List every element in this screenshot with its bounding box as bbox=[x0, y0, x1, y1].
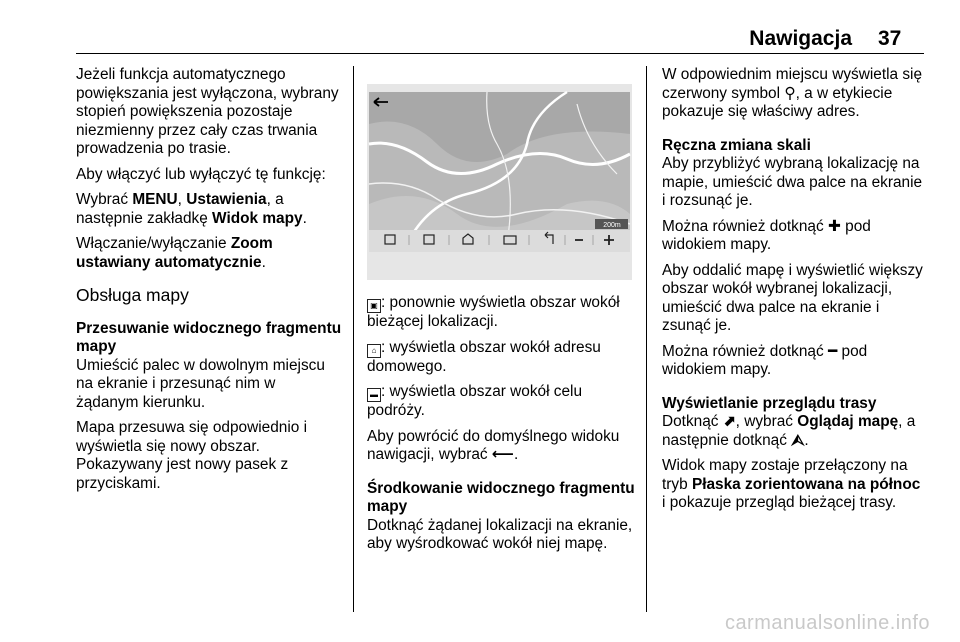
paragraph-center-map: Dotknąć żądanej lokalizacji na ekranie, aby wyśrodkować wokół niej mapę. bbox=[367, 516, 633, 552]
paragraph-zoom-in-button: Można również dotknąć ✚ pod widokiem mapy. bbox=[662, 217, 871, 253]
current-location-icon: ▣ bbox=[367, 299, 381, 313]
paragraph-menu-path: Wybrać MENU, Ustawienia, a następnie zakładkę Widok mapy. bbox=[76, 191, 307, 227]
paragraph-auto-zoom: Jeżeli funkcja automatycznego powiększania jest wyłączona, wybrany stopień powiększenia pozostaje niezmienny przez cały czas trwania prowadzenia po trasie. bbox=[76, 66, 339, 157]
paragraph-current-location: ▣ : ponownie wyświetla obszar wokół bieżącej lokalizacji. bbox=[367, 294, 620, 330]
paragraph-zoom-in-gesture: Aby przybliżyć wybraną lokalizację na mapie, umieścić dwa palce na ekranie i rozsunąć je. bbox=[662, 155, 923, 209]
column-divider-2 bbox=[646, 66, 647, 612]
column-2 bbox=[367, 294, 635, 561]
north-up-icon: ⮙ bbox=[791, 431, 805, 449]
paragraph-route-overview-steps: Dotknąć ⬈, wybrać Oglądaj mapę, a następnie dotknąć ⮙. bbox=[662, 413, 916, 449]
heading-center-map: Środkowanie widocznego fragmentu mapy bbox=[367, 479, 635, 515]
route-options-icon: ⬈ bbox=[722, 413, 736, 430]
destination-icon: ▬ bbox=[367, 388, 381, 402]
minus-icon: ━ bbox=[827, 342, 838, 360]
page-section-title: Nawigacja bbox=[749, 27, 852, 50]
home-icon: ⌂ bbox=[367, 344, 381, 358]
paragraph-zoom-toggle: Włączanie/wyłączanie Zoom ustawiany automatycznie. bbox=[76, 235, 273, 271]
column-3 bbox=[662, 66, 927, 520]
plus-icon: ✚ bbox=[827, 217, 841, 235]
heading-manual-scale: Ręczna zmiana skali bbox=[662, 136, 811, 154]
back-arrow-icon: ⟵ bbox=[491, 446, 514, 463]
heading-map-operation: Obsługa mapy bbox=[76, 285, 189, 305]
column-1 bbox=[76, 66, 342, 500]
location-pin-icon: ⚲ bbox=[784, 84, 796, 102]
heading-route-overview: Wyświetlanie przeglądu trasy bbox=[662, 394, 877, 412]
paragraph-move-result: Mapa przesuwa się odpowiednio i wyświetla się nowy obszar. Pokazywany jest nowy pasek z przyciskami. bbox=[76, 419, 307, 492]
paragraph-red-symbol: W odpowiednim miejscu wyświetla się czerwony symbol ⚲, a w etykiecie pokazuje się właściwy adres. bbox=[662, 66, 923, 120]
paragraph-home: ⌂ : wyświetla obszar wokół adresu domowego. bbox=[367, 338, 601, 375]
paragraph-zoom-out-gesture: Aby oddalić mapę i wyświetlić większy obszar wokół wybranej lokalizacji, umieścić dwa palce na ekranie i zsunąć je. bbox=[662, 261, 923, 334]
paragraph-default-view: Aby powrócić do domyślnego widoku nawigacji, wybrać ⟵. bbox=[367, 427, 620, 463]
page-number: 37 bbox=[878, 27, 902, 50]
column-divider-1 bbox=[353, 66, 354, 612]
paragraph-zoom-out-button: Można również dotknąć ━ pod widokiem mapy. bbox=[662, 342, 868, 378]
paragraph-toggle-intro: Aby włączyć lub wyłączyć tę funkcję: bbox=[76, 165, 326, 183]
heading-move-map: Przesuwanie widocznego fragmentu mapy bbox=[76, 319, 342, 355]
map-scale-label: 200m bbox=[603, 222, 621, 229]
paragraph-destination: ▬ : wyświetla obszar wokół celu podróży. bbox=[367, 383, 583, 419]
header-divider bbox=[76, 53, 924, 54]
paragraph-route-overview-result: Widok mapy zostaje przełączony na tryb Płaska zorientowana na północ i pokazuje przegląd bieżącej trasy. bbox=[662, 457, 921, 511]
watermark: carmanualsonline.info bbox=[724, 612, 930, 634]
paragraph-move-finger: Umieścić palec w dowolnym miejscu na ekranie i przesunąć nim w żądanym kierunku. bbox=[76, 356, 325, 411]
map-screenshot-illustration bbox=[367, 84, 632, 280]
